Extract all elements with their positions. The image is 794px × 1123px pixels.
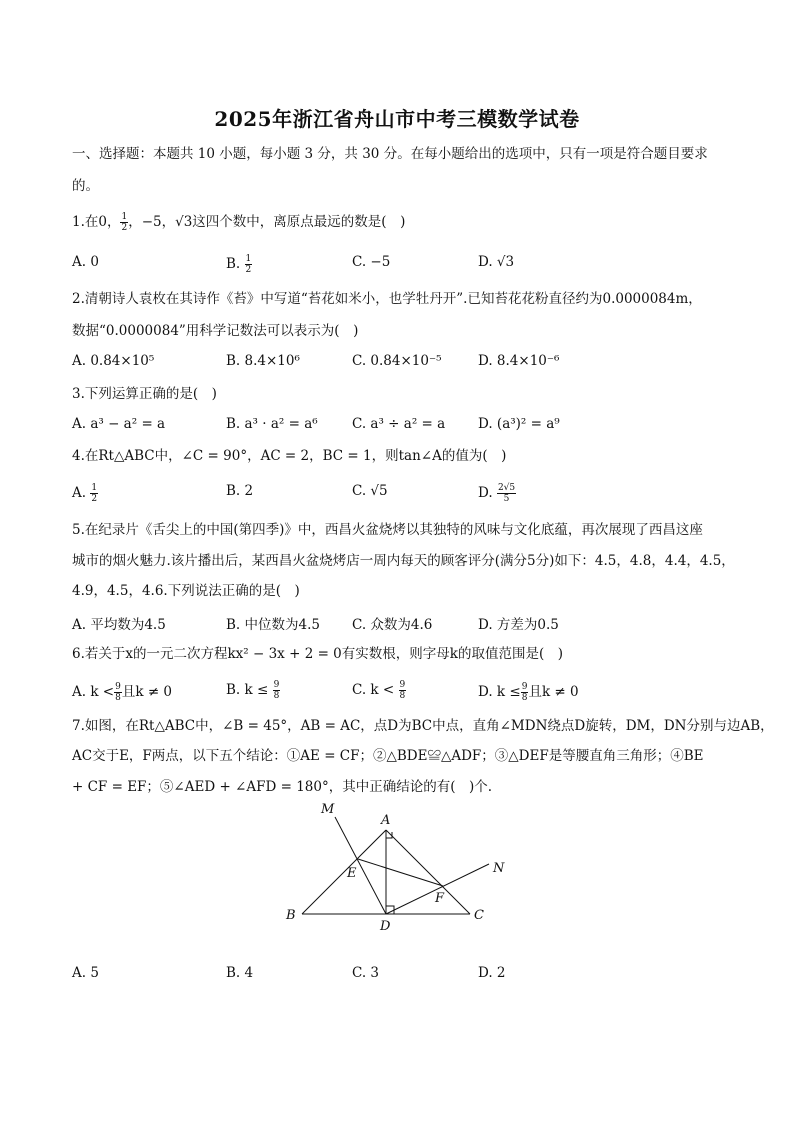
fraction-numerator: 1 <box>91 483 98 493</box>
q1-option-b[interactable] <box>226 254 252 275</box>
q4-option-d[interactable] <box>478 483 516 504</box>
option-label: B. <box>226 256 241 272</box>
fraction-denominator: 2 <box>121 223 128 233</box>
option-label: A. <box>72 485 87 501</box>
option-label: D. <box>478 485 493 501</box>
q5-option-b[interactable]: B. 中位数为4.5 <box>226 617 320 633</box>
q2-stem-line2: 数据“0.0000084”用科学记数法可以表示为( ) <box>72 323 359 339</box>
q5-option-a[interactable]: A. 平均数为4.5 <box>72 617 166 633</box>
label-d: D <box>380 919 391 934</box>
section-header-cont: 的。 <box>72 178 99 194</box>
q7-stem-line1: 7.如图，在Rt△ABC中，∠B = 45°，AB = AC，点D为BC中点，直角∠MDN绕点D旋转，DM，DN分别与边AB， <box>72 718 774 734</box>
q1-b-fraction <box>245 254 253 275</box>
q6-option-a[interactable] <box>72 680 172 703</box>
option-suffix: 且k ≠ 0 <box>121 684 173 700</box>
q7-option-b[interactable]: B. 4 <box>226 965 254 981</box>
q6-option-b[interactable] <box>226 680 280 701</box>
fraction-numerator: 1 <box>121 212 128 222</box>
q1-option-a[interactable]: A. 0 <box>72 254 99 270</box>
q1-option-d[interactable]: D. √3 <box>478 254 515 270</box>
option-suffix: 且k ≠ 0 <box>528 684 579 700</box>
label-b: B <box>286 908 296 923</box>
fraction-denominator: 2 <box>91 494 98 504</box>
q3-options <box>72 416 732 438</box>
q3-option-c[interactable]: C. a³ ÷ a² = a <box>352 416 446 432</box>
label-n: N <box>493 861 505 876</box>
q7-stem-line2: AC交于E，F两点，以下五个结论：①AE = CF；②△BDE≌△ADF；③△DEF是等腰直角三角形；④BE <box>72 748 704 764</box>
fraction-numerator: 9 <box>521 682 528 692</box>
q6-b-fraction <box>273 680 281 701</box>
fraction-denominator: 2 <box>245 265 252 275</box>
q6-option-d[interactable] <box>478 680 579 703</box>
q2-options <box>72 353 732 375</box>
fraction-denominator: 8 <box>115 693 121 703</box>
segment-ab <box>302 830 386 914</box>
fraction-numerator: 9 <box>399 680 406 690</box>
q7-option-d[interactable]: D. 2 <box>478 965 506 981</box>
option-label: B. k ≤ <box>226 682 269 698</box>
q5-stem-line2: 城市的烟火魅力.该片播出后，某西昌火盆烧烤店一周内每天的顾客评分(满分5分)如下：4.5，4.8，4.4，4.5， <box>72 553 735 569</box>
q5-option-c[interactable]: C. 众数为4.6 <box>352 617 433 633</box>
q5-stem-line1: 5.在纪录片《舌尖上的中国(第四季)》中，西昌火盆烧烤以其独特的风味与文化底蕴，再次展现了西昌这座 <box>72 522 703 538</box>
q6-stem: 6.若关于x的一元二次方程kx² − 3x + 2 = 0有实数根，则字母k的取值范围是( ) <box>72 646 563 662</box>
q7-option-a[interactable]: A. 5 <box>72 965 99 981</box>
option-label: C. k < <box>352 682 395 698</box>
q2-option-b[interactable]: B. 8.4×10⁶ <box>226 353 300 369</box>
option-label: A. k < <box>72 684 115 700</box>
q2-option-c[interactable]: C. 0.84×10⁻⁵ <box>352 353 442 369</box>
label-m: M <box>321 802 335 817</box>
q5-options <box>72 613 732 635</box>
q1-option-c[interactable]: C. −5 <box>352 254 391 270</box>
label-c: C <box>474 908 484 923</box>
segment-ef <box>358 859 443 886</box>
right-angle-mark-d <box>386 906 394 914</box>
q5-stem-line3: 4.9，4.5，4.6.下列说法正确的是( ) <box>72 583 300 599</box>
q6-option-c[interactable] <box>352 680 406 701</box>
q3-option-a[interactable]: A. a³ − a² = a <box>72 416 166 432</box>
q3-option-b[interactable]: B. a³ · a² = a⁶ <box>226 416 318 432</box>
option-label: D. k ≤ <box>478 684 521 700</box>
fraction-numerator: 9 <box>115 682 121 692</box>
q4-d-fraction <box>497 483 516 504</box>
q5-option-d[interactable]: D. 方差为0.5 <box>478 617 559 633</box>
fraction-denominator: 8 <box>273 691 280 701</box>
fraction-denominator: 8 <box>521 693 528 703</box>
fraction-numerator: 9 <box>273 680 280 690</box>
q7-options <box>72 965 732 987</box>
q2-stem-line1: 2.清朝诗人袁枚在其诗作《苔》中写道“苔花如米小，也学牡丹开”.已知苔花花粉直径约为0.0000084m， <box>72 291 702 307</box>
q7-option-c[interactable]: C. 3 <box>352 965 380 981</box>
q1-stem <box>72 212 732 233</box>
q4-stem: 4.在Rt△ABC中，∠C = 90°，AC = 2，BC = 1，则tan∠A的值为( ) <box>72 448 507 464</box>
fraction-numerator: 1 <box>245 254 252 264</box>
label-f: F <box>435 891 445 906</box>
q4-option-a[interactable] <box>72 483 98 504</box>
q2-option-d[interactable]: D. 8.4×10⁻⁶ <box>478 353 560 369</box>
q6-options <box>72 680 732 702</box>
q1-stem-b: ，−5，√3这四个数中，离原点最远的数是( ) <box>128 214 406 230</box>
fraction-denominator: 5 <box>503 494 510 504</box>
fraction-numerator: 2√5 <box>497 483 516 493</box>
q1-options <box>72 254 732 276</box>
q4-a-fraction <box>90 483 98 504</box>
fraction-denominator: 8 <box>399 691 406 701</box>
q3-option-d[interactable]: D. (a³)² = a⁹ <box>478 416 560 432</box>
page-title: 2025年浙江省舟山市中考三模数学试卷 <box>214 107 580 131</box>
q3-stem: 3.下列运算正确的是( ) <box>72 386 217 402</box>
ray-dn <box>386 864 489 914</box>
label-e: E <box>347 866 357 881</box>
q4-options <box>72 483 732 505</box>
q4-option-c[interactable]: C. √5 <box>352 483 388 499</box>
q6-c-fraction <box>399 680 407 701</box>
q6-a-fraction <box>114 682 122 703</box>
q1-stem-a: 1.在0， <box>72 214 121 230</box>
q4-option-b[interactable]: B. 2 <box>226 483 254 499</box>
q7-geometry-figure <box>280 800 520 940</box>
label-a: A <box>381 813 391 828</box>
q7-stem-line3: + CF = EF；⑤∠AED + ∠AFD = 180°，其中正确结论的有( )个. <box>72 779 493 795</box>
section-header: 一、选择题：本题共 10 小题，每小题 3 分，共 30 分。在每小题给出的选项中，只有一项是符合题目要求 <box>72 146 708 162</box>
q2-option-a[interactable]: A. 0.84×10⁵ <box>72 353 155 369</box>
